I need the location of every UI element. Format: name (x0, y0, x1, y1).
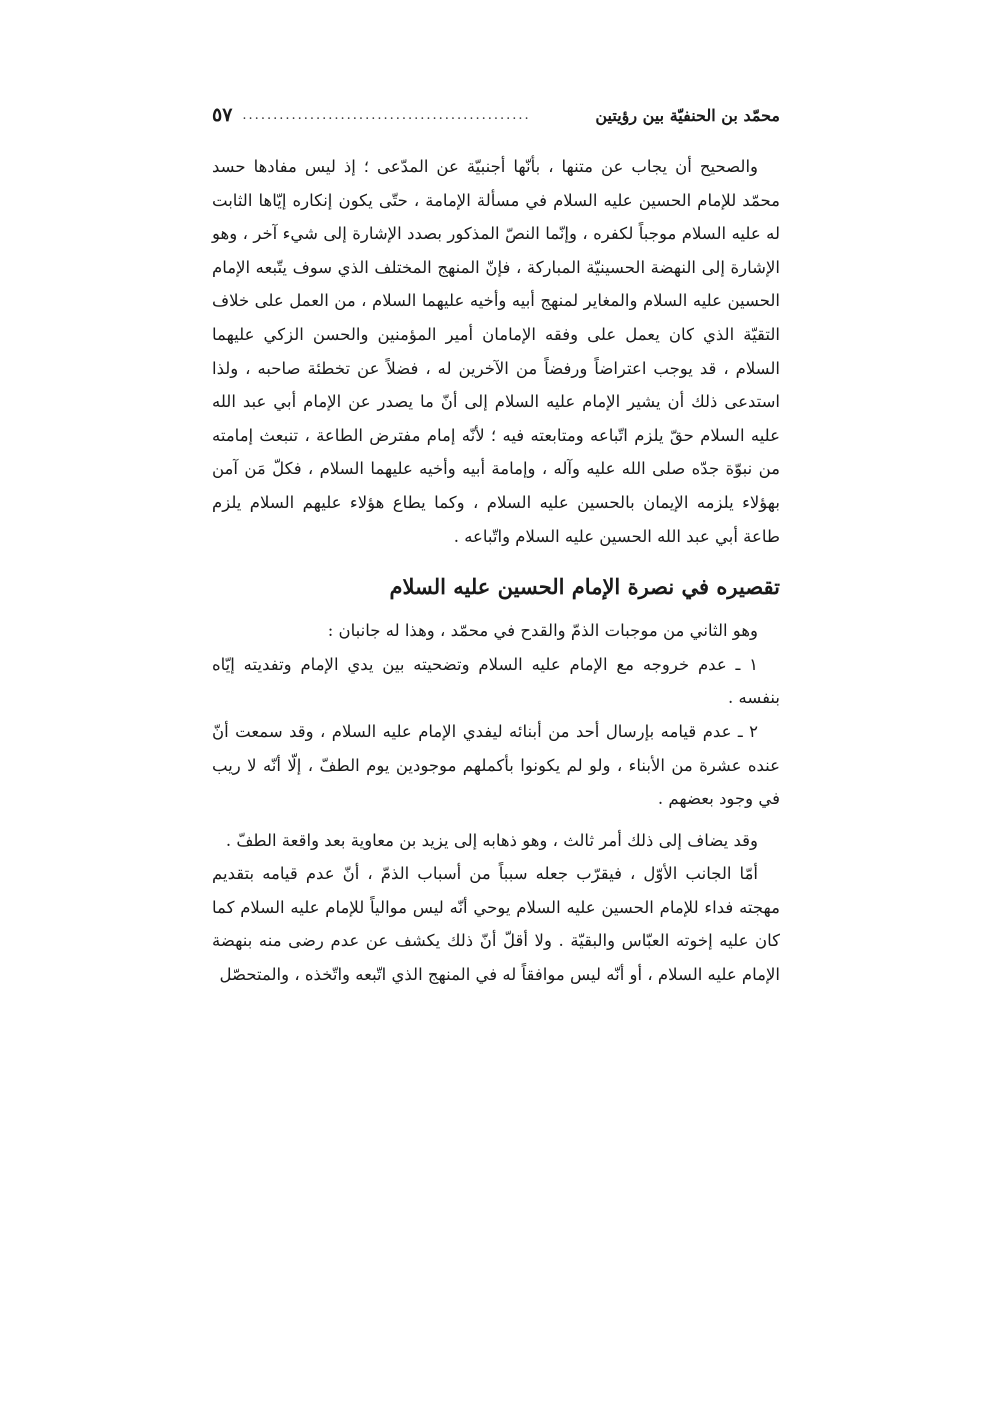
section-intro: وهو الثاني من موجبات الذمّ والقدح في محمّد ، وهذا له جانبان : (327, 621, 758, 641)
paragraph: والصحيح أن يجاب عن متنها ، بأنّها أجنبيّة عن المدّعى ؛ إذ ليس مفادها حسد محمّد للإمام الحسين عليه السلام في مسألة الإمامة ، حتّى يكون إنكاره إيّاها الثابت له عليه السلام موجباً لكفره ، وإنّما النصّ المذكور بصدد الإشارة إلى شيء آخر ، وهو الإشارة إلى النهضة الحسينيّة المباركة ، فإنّ المنهج المختلف الذي سوف يتّبعه الإمام الحسين عليه السلام والمغاير لمنهج أبيه وأخيه عليهما السلام ، من العمل على خلاف التقيّة الذي كان يعمل على وفقه الإمامان أمير المؤمنين والحسن الزكي عليهما السلام ، قد يوجب اعتراضاً ورفضاً من الآخرين له ، فضلاً عن تخطئة صاحبه ، ولذا استدعى ذلك أن يشير الإمام عليه السلام إلى أنّ ما يصدر عن الإمام أبي عبد الله عليه السلام حقّ يلزم اتّباعه ومتابعته فيه ؛ لأنّه إمام مفترض الطاعة ، تنبعث إمامته من نبوّة جدّه صلى الله عليه وآله ، وإمامة أبيه وأخيه عليهما السلام ، فكلّ مَن آمن بهؤلاء يلزمه الإيمان بالحسين عليه السلام ، وكما يطاع هؤلاء عليهم السلام يلزم طاعة أبي عبد الله الحسين عليه السلام واتّباعه . (212, 157, 780, 546)
list-item: ١ ـ عدم خروجه مع الإمام عليه السلام وتضحيته بين يدي الإمام وتفديته إيّاه بنفسه . (212, 654, 780, 708)
spacer (212, 816, 780, 824)
body-text (212, 150, 780, 992)
list-item: ٢ ـ عدم قيامه بإرسال أحد من أبنائه ليفدي الإمام عليه السلام ، وقد سمعت أنّ عنده عشرة من الأبناء ، ولو لم يكونوا بأكملهم موجودين يوم الطفّ ، إلّا أنّه لا ريب في وجود بعضهم . (212, 721, 780, 809)
running-title: محمّد بن الحنفيّة بين رؤيتين (595, 105, 780, 125)
paragraph: أمّا الجانب الأوّل ، فيقرّب جعله سبباً من أسباب الذمّ ، أنّ عدم قيامه بتقديم مهجته فداء للإمام الحسين عليه السلام يوحي أنّه ليس موالياً للإمام عليه السلام كما كان عليه إخوته العبّاس والبقيّة . ولا أقلّ أنّ ذلك يكشف عن عدم رضى منه بنهضة الإمام عليه السلام ، أو أنّه ليس موافقاً له في المنهج الذي اتّبعه واتّخذه ، والمتحصّل (212, 864, 780, 985)
leader-dots: ............................................... (242, 107, 531, 123)
running-header (212, 100, 780, 130)
section-heading: تقصيره في نصرة الإمام الحسين عليه السلام (389, 574, 780, 600)
page-number: ٥٧ (212, 104, 233, 126)
paragraph: وقد يضاف إلى ذلك أمر ثالث ، وهو ذهابه إلى يزيد بن معاوية بعد واقعة الطفّ . (225, 830, 758, 850)
